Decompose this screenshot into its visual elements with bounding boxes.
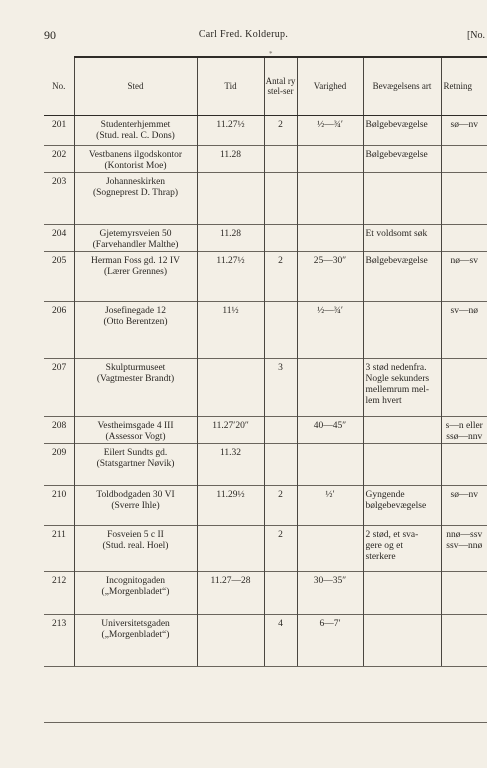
col-retning-header: Retning: [441, 57, 487, 115]
col-art-cell: [363, 224, 441, 251]
page-number: 90: [44, 28, 56, 42]
page-header: [0, 26, 487, 46]
running-title: Carl Fred. Kolderup.: [198, 29, 289, 40]
col-tid-line: 11.27½: [216, 119, 245, 130]
col-varighed-cell: [297, 525, 363, 571]
col-art-line: mellemrum mel-: [365, 384, 430, 395]
col-retning-cell: [441, 614, 487, 666]
col-antal-cell: [264, 301, 297, 358]
col-sted-line: Studenterhjemmet: [100, 119, 171, 130]
table-body: [44, 115, 487, 666]
col-sted-cell: [74, 251, 197, 301]
col-retning-cell: [441, 485, 487, 525]
section-marker: [No.: [466, 30, 485, 41]
col-varighed-header: Varighed: [297, 57, 363, 115]
col-sted-line: Eilert Sundts gd.: [103, 447, 168, 458]
col-no-cell: 212: [44, 571, 74, 614]
col-sted-line: Universitetsgaden: [101, 618, 170, 629]
col-varighed-cell: [297, 416, 363, 443]
col-tid-cell: [197, 224, 264, 251]
col-sted-line: Herman Foss gd. 12 IV: [91, 255, 180, 266]
col-varighed-cell: [297, 172, 363, 224]
col-retning-cell: [441, 301, 487, 358]
col-sted-line: Fosveien 5 c II: [107, 529, 164, 540]
col-retning-cell: [441, 115, 487, 145]
col-retning-cell: [441, 416, 487, 443]
table-bottom-rule: [44, 722, 487, 723]
col-art-cell: [363, 251, 441, 301]
col-sted-line: (Assessor Vogt): [105, 431, 166, 442]
col-tid-line: 11.27½: [216, 255, 245, 266]
col-sted-line: Vestbanens ilgodskontor: [88, 149, 183, 160]
col-sted-cell: [74, 614, 197, 666]
col-retning-cell: [441, 145, 487, 172]
col-art-line: Bølgebevægelse: [365, 119, 428, 130]
col-art-cell: [363, 525, 441, 571]
table-row: [44, 614, 487, 666]
table-row: [44, 224, 487, 251]
col-varighed-cell: [297, 571, 363, 614]
col-no-cell: 208: [44, 416, 74, 443]
col-art-cell: [363, 443, 441, 485]
col-art-line: 3 stød nedenfra.: [365, 362, 427, 373]
col-varighed-line: 30—35″: [313, 575, 347, 586]
col-retning-line: nnø—ssv: [446, 529, 483, 540]
col-no-cell: 211: [44, 525, 74, 571]
col-sted-cell: [74, 358, 197, 416]
col-sted-line: (Stud. real. Hoel): [102, 540, 169, 551]
col-antal-cell: 3: [264, 358, 297, 416]
col-art-line: bølgebevægelse: [365, 500, 427, 511]
col-retning-line: ssø—nnv: [446, 431, 483, 442]
col-sted-line: Skulpturmuseet: [105, 362, 166, 373]
col-varighed-cell: [297, 224, 363, 251]
table-header-row: [44, 57, 487, 115]
col-varighed-cell: [297, 301, 363, 358]
col-varighed-cell: [297, 251, 363, 301]
col-no-cell: 203: [44, 172, 74, 224]
col-no-cell: 206: [44, 301, 74, 358]
col-art-cell: [363, 416, 441, 443]
table-row: [44, 485, 487, 525]
col-art-line: Et voldsomt søk: [365, 228, 428, 239]
col-sted-cell: [74, 416, 197, 443]
table-row: [44, 251, 487, 301]
table-row: [44, 525, 487, 571]
col-sted-line: Johanneskirken: [105, 176, 166, 187]
col-art-line: sterkere: [365, 551, 396, 562]
col-tid-header: Tid: [197, 57, 264, 115]
col-sted-line: Josefinegade 12: [105, 305, 166, 316]
col-no-cell: 210: [44, 485, 74, 525]
col-tid-cell: [197, 571, 264, 614]
col-sted-line: (Vagtmester Brandt): [96, 373, 175, 384]
col-art-cell: [363, 115, 441, 145]
col-varighed-line: ½′: [325, 489, 335, 500]
col-antal-cell: [264, 172, 297, 224]
col-antal-cell: 2: [264, 115, 297, 145]
col-art-line: Bølgebevægelse: [365, 255, 428, 266]
col-sted-cell: [74, 571, 197, 614]
col-art-cell: [363, 614, 441, 666]
col-no-cell: 207: [44, 358, 74, 416]
col-sted-cell: [74, 172, 197, 224]
col-art-cell: [363, 485, 441, 525]
col-antal-cell: [264, 571, 297, 614]
col-art-cell: [363, 358, 441, 416]
table-row: [44, 145, 487, 172]
col-tid-line: 11.27′20″: [212, 420, 249, 431]
col-varighed-cell: [297, 443, 363, 485]
col-antal-cell: 2: [264, 251, 297, 301]
col-sted-cell: [74, 485, 197, 525]
col-sted-line: (Kontorist Moe): [104, 160, 167, 171]
col-sted-cell: [74, 443, 197, 485]
col-sted-line: (Sogneprest D. Thrap): [92, 187, 179, 198]
table-row: [44, 443, 487, 485]
col-art-cell: [363, 571, 441, 614]
print-mark: *: [269, 50, 273, 58]
col-tid-line: 11.29½: [216, 489, 245, 500]
col-sted-line: Gjetemyrsveien 50: [99, 228, 172, 239]
col-no-cell: 204: [44, 224, 74, 251]
col-sted-header: Sted: [74, 57, 197, 115]
col-retning-cell: [441, 172, 487, 224]
col-tid-cell: [197, 358, 264, 416]
col-antal-cell: [264, 224, 297, 251]
col-tid-line: 11.28: [219, 228, 242, 239]
col-retning-line: sv—nø: [450, 305, 478, 316]
col-antal-cell: [264, 416, 297, 443]
table-row: [44, 301, 487, 358]
col-retning-line: sø—nv: [450, 489, 478, 500]
col-no-cell: 205: [44, 251, 74, 301]
col-art-line: Bølgebevægelse: [365, 149, 428, 160]
col-sted-line: Incognitogaden: [105, 575, 166, 586]
col-art-line: gere og et: [365, 540, 403, 551]
col-retning-cell: [441, 443, 487, 485]
col-art-header: Bevægelsens art: [363, 57, 441, 115]
table-row: [44, 416, 487, 443]
col-tid-cell: [197, 301, 264, 358]
col-no-cell: 201: [44, 115, 74, 145]
col-sted-cell: [74, 145, 197, 172]
col-varighed-line: ½—¾′: [317, 119, 343, 130]
col-art-cell: [363, 145, 441, 172]
col-antal-cell: [264, 443, 297, 485]
col-sted-line: („Morgenbladet“): [101, 629, 170, 640]
col-sted-line: Vestheimsgade 4 III: [97, 420, 174, 431]
col-retning-line: nø—sv: [450, 255, 478, 266]
col-antal-cell: 4: [264, 614, 297, 666]
col-tid-cell: [197, 525, 264, 571]
col-tid-cell: [197, 485, 264, 525]
col-no-header: No.: [44, 57, 74, 115]
col-retning-line: s—n eller: [445, 420, 483, 431]
col-sted-cell: [74, 224, 197, 251]
col-sted-line: (Stud. real. C. Dons): [96, 130, 175, 141]
col-varighed-cell: [297, 614, 363, 666]
col-tid-cell: [197, 443, 264, 485]
col-antal-cell: [264, 145, 297, 172]
col-varighed-line: 40—45″: [313, 420, 347, 431]
col-no-cell: 202: [44, 145, 74, 172]
col-tid-line: 11.32: [219, 447, 242, 458]
col-tid-cell: [197, 416, 264, 443]
col-antal-cell: 2: [264, 525, 297, 571]
col-art-line: Gyngende: [365, 489, 405, 500]
col-tid-cell: [197, 172, 264, 224]
col-antal-header: Antal rystel-ser: [264, 57, 297, 115]
col-retning-line: ssv—nnø: [446, 540, 483, 551]
col-sted-line: Toldbodgaden 30 VI: [96, 489, 175, 500]
col-retning-cell: [441, 571, 487, 614]
col-sted-line: (Lærer Grennes): [103, 266, 168, 277]
col-varighed-cell: [297, 145, 363, 172]
earthquake-observations-table: [44, 56, 487, 667]
col-retning-cell: [441, 525, 487, 571]
col-sted-line: („Morgenbladet“): [101, 586, 170, 597]
col-tid-line: 11½: [222, 305, 239, 316]
col-tid-cell: [197, 145, 264, 172]
col-art-cell: [363, 301, 441, 358]
col-varighed-cell: [297, 115, 363, 145]
col-art-line: Nogle sekunders: [365, 373, 430, 384]
col-art-line: 2 stød, et sva-: [365, 529, 419, 540]
col-tid-cell: [197, 614, 264, 666]
col-art-cell: [363, 172, 441, 224]
col-sted-cell: [74, 301, 197, 358]
col-varighed-line: ½—¾′: [317, 305, 343, 316]
col-no-cell: 209: [44, 443, 74, 485]
col-art-line: lem hvert: [365, 395, 402, 406]
table-row: [44, 571, 487, 614]
col-no-cell: 213: [44, 614, 74, 666]
table-row: [44, 115, 487, 145]
col-antal-cell: 2: [264, 485, 297, 525]
col-varighed-cell: [297, 358, 363, 416]
col-retning-line: sø—nv: [450, 119, 478, 130]
col-tid-cell: [197, 251, 264, 301]
col-varighed-line: 6—7′: [319, 618, 341, 629]
col-varighed-cell: [297, 485, 363, 525]
col-tid-line: 11.28: [219, 149, 242, 160]
col-tid-cell: [197, 115, 264, 145]
col-sted-cell: [74, 525, 197, 571]
col-retning-cell: [441, 224, 487, 251]
col-retning-cell: [441, 358, 487, 416]
col-sted-line: (Farvehandler Malthe): [92, 239, 179, 250]
table-row: [44, 358, 487, 416]
table-row: [44, 172, 487, 224]
col-sted-line: (Sverre Ihle): [111, 500, 160, 511]
col-sted-line: (Statsgartner Nøvik): [96, 458, 175, 469]
col-tid-line: 11.27—28: [210, 575, 251, 586]
col-sted-cell: [74, 115, 197, 145]
col-sted-line: (Otto Berentzen): [103, 316, 168, 327]
col-retning-cell: [441, 251, 487, 301]
col-varighed-line: 25—30″: [313, 255, 347, 266]
